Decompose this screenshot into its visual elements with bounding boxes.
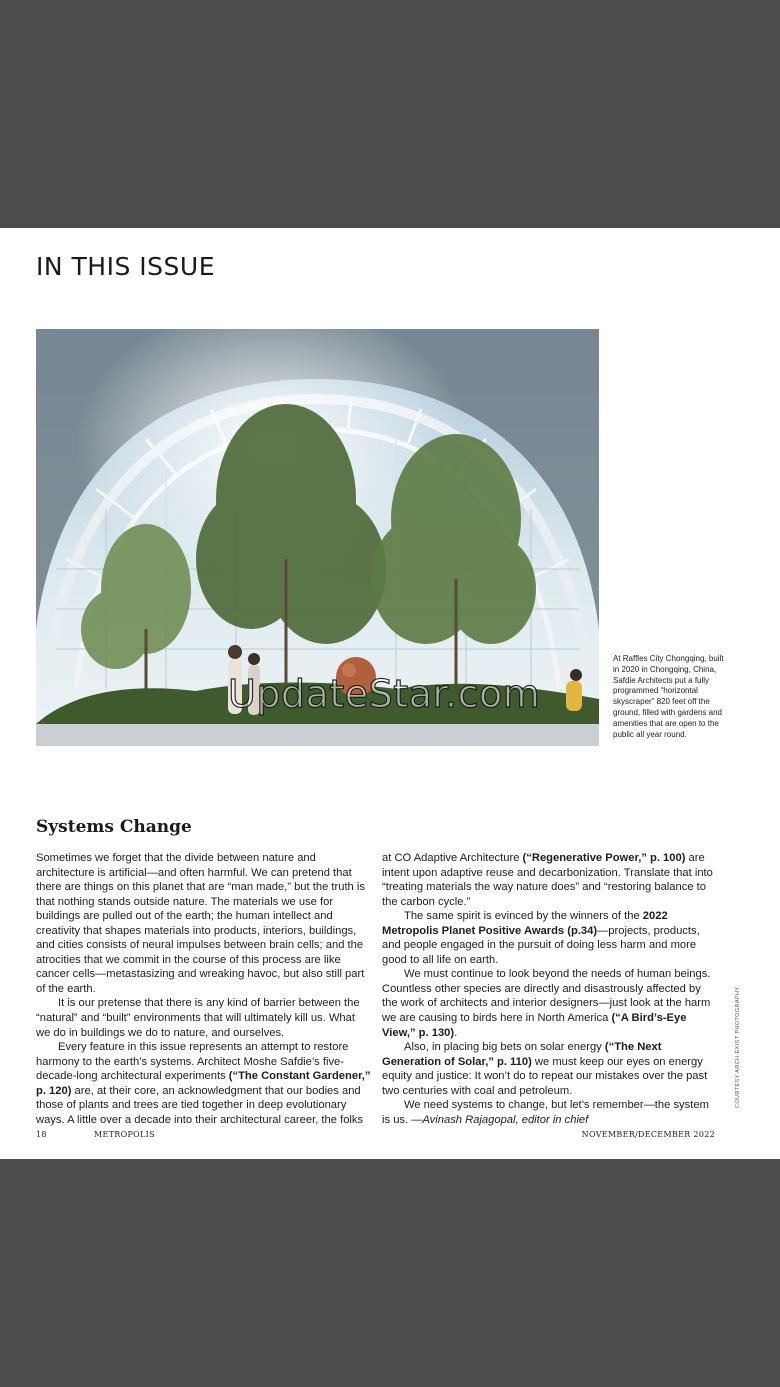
article-reference: 2022 Metropolis Planet Positive Awards (p.34): [382, 910, 668, 937]
article-reference: (“Regenerative Power,” p. 100): [522, 852, 686, 864]
paragraph: We need systems to change, but let’s remember—the system is us. —Avinash Rajagopal, editor in chief: [382, 1099, 709, 1126]
paragraph: Every feature in this issue represents an attempt to restore harmony to the earth’s systems. Architect Moshe Safdie’s five-decade-long architectural experiments (“The Constant Gardener,” p. 120) are, at their core, an acknowledgment that our bodies and those of plants and trees are tied together in deep evolutionary ways. A little over a decade into their architectural career, the folks: [36, 1041, 371, 1126]
editor-signature: —Avinash Rajagopal, editor in chief: [411, 1113, 589, 1126]
paragraph: Sometimes we forget that the divide between nature and architecture is artificial—and often harmful. We can pretend that there are things on this planet that are “man made,” but the truth is that nothing stands outside nature. The materials we use for buildings are pulled out of the earth; the human intellect and creativity that shapes materials into products, interiors, buildings, and cities consists of neural impulses between brain cells; and the atrocities that we commit in the course of this process are like cancer cells—metastasizing and wreaking havoc, but also still part of the earth.: [36, 852, 365, 995]
paragraph: The same spirit is evinced by the winners of the 2022 Metropolis Planet Positive Awards (p.34)—projects, products, and people engaged in the pursuit of doing less harm and more good to all life on earth.: [382, 910, 700, 966]
magazine-name: METROPOLIS: [94, 1130, 155, 1139]
paragraph: We must continue to look beyond the needs of human beings. Countless other species are directly and disastrously affected by the work of architects and interior designers—just look at the harm we are causing to birds here in North America (“A Bird’s-Eye View,” p. 130).: [382, 968, 711, 1039]
photo-caption: At Raffles City Chongqing, built in 2020 in Chongqing, China, Safdie Architects put a fully programmed “horizontal skyscraper” 820 feet off the ground, filled with gardens and amenities that are open to the public all year round.: [613, 654, 724, 739]
issue-date: NOVEMBER/DECEMBER 2022: [581, 1130, 715, 1139]
magazine-page: [0, 228, 780, 1159]
watermark-text: UpdateStar.com: [228, 672, 541, 716]
page-number: 18: [36, 1130, 47, 1139]
page-title: IN THIS ISSUE: [36, 252, 215, 281]
article-column-left: [36, 851, 372, 1127]
article-reference: (“The Next Generation of Solar,” p. 110): [382, 1041, 662, 1068]
article-column-right: [382, 851, 718, 1127]
photo-credit: COURTESY ARCH-EXIST PHOTOGRAPHY: [735, 986, 741, 1108]
article-reference: (“A Bird’s-Eye View,” p. 130): [382, 1012, 687, 1039]
article-reference: (“The Constant Gardener,” p. 120): [36, 1070, 371, 1097]
photo-credit-wrap: [735, 986, 745, 1228]
article-title: Systems Change: [36, 817, 192, 837]
paragraph: at CO Adaptive Architecture (“Regenerative Power,” p. 100) are intent upon adaptive reuse and decarbonization. Translate that into “treating materials the way nature does” and “restoring balance to the carbon cycle.”: [382, 852, 713, 908]
paragraph: Also, in placing big bets on solar energy (“The Next Generation of Solar,” p. 110) we must keep our eyes on energy equity and justice: It won’t do to repeat our mistakes over the past two centuries with coal and petroleum.: [382, 1041, 708, 1097]
paragraph: It is our pretense that there is any kind of barrier between the “natural” and “built” environments that will ultimately kill us. What we do in buildings we do to nature, and ourselves.: [36, 997, 360, 1039]
